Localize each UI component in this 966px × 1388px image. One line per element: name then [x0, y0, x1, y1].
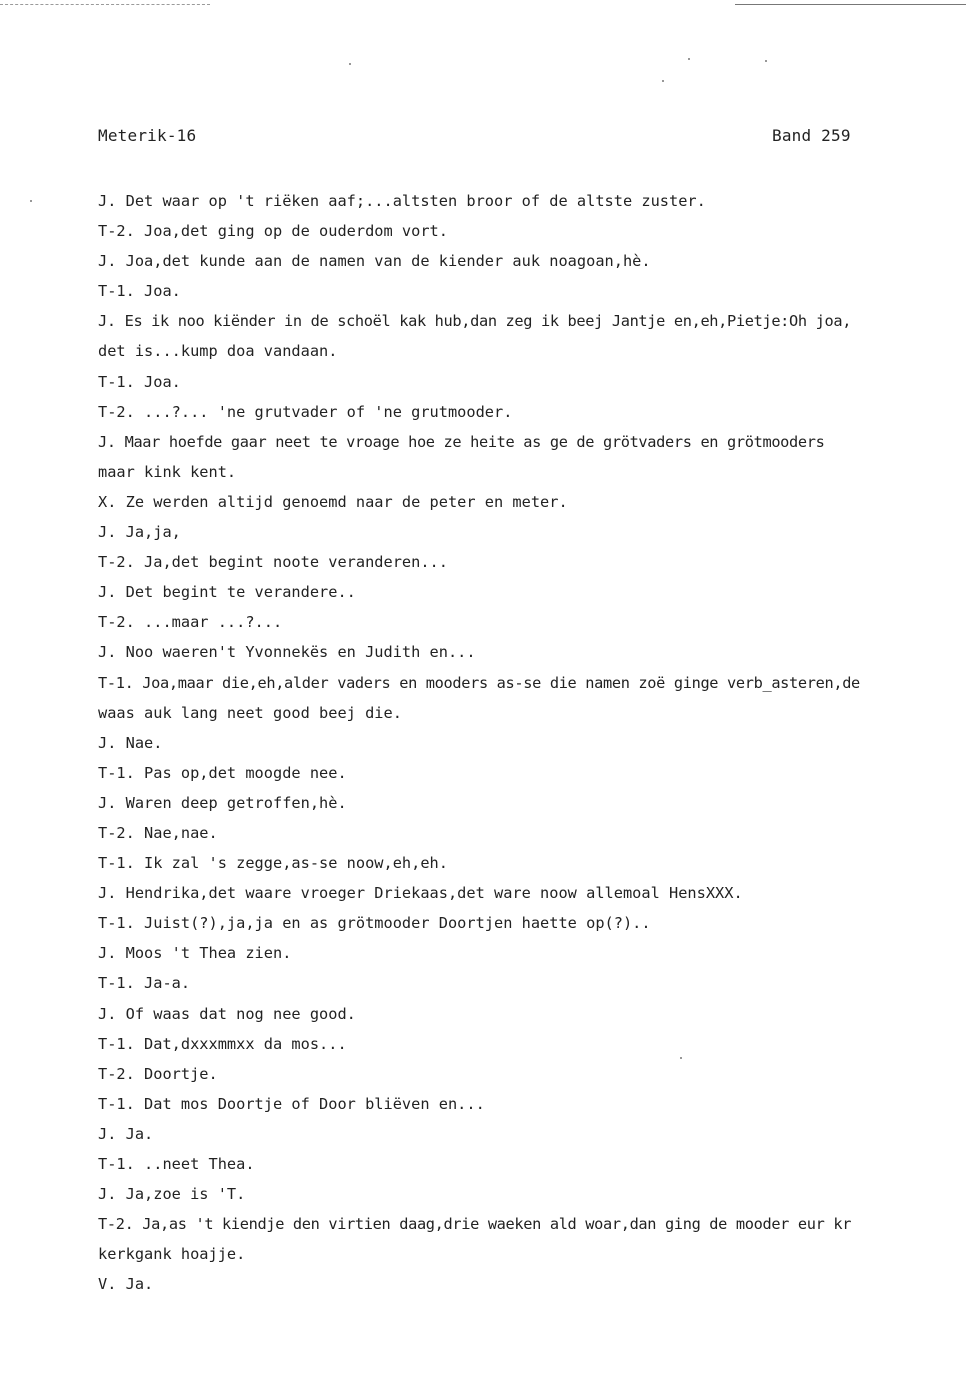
- transcript-line: J. Nae.: [98, 733, 163, 752]
- transcript-line: J. Of waas dat nog nee good.: [98, 1004, 356, 1023]
- transcript-line: J. Det begint te verandere..: [98, 583, 356, 602]
- transcript-line: T-1. Dat mos Doortje of Door bliëven en...: [98, 1094, 485, 1113]
- transcript-line: T-1. Juist(?),ja,ja en as grötmooder Doortjen haette op(?)..: [98, 914, 651, 933]
- transcript-line: J. Det waar op 't riëken aaf;...altsten broor of de altste zuster.: [98, 192, 706, 210]
- transcript-line: T-2. Ja,as 't kiendje den virtien daag,drie waeken ald woar,dan ging de mooder eur kr: [98, 1215, 852, 1234]
- transcript-line: J. Ja,ja,: [98, 523, 181, 542]
- transcript-line: det is...kump doa vandaan.: [98, 342, 338, 361]
- transcript-line: X. Ze werden altijd genoemd naar de peter en meter.: [98, 492, 568, 511]
- transcript-body: [98, 186, 964, 1299]
- transcript-line: T-1. Ja-a.: [98, 974, 191, 993]
- transcript-line: T-1. Joa.: [98, 372, 181, 391]
- transcript-line: T-2. Doortje.: [98, 1064, 218, 1083]
- transcript-line: T-2. Joa,det ging op de ouderdom vort.: [98, 222, 448, 241]
- transcript-line: T-2. ...?... 'ne grutvader of 'ne grutmooder.: [98, 402, 513, 421]
- transcript-line: T-1. Joa,maar die,eh,alder vaders en mooders as-se die namen zoë ginge verb_asteren,de: [98, 673, 860, 692]
- speck: [349, 63, 351, 65]
- transcript-line: J. Noo waeren't Yvonnekës en Judith en...: [98, 643, 476, 662]
- transcript-line: T-1. Dat,dxxxmmxx da mos...: [98, 1034, 347, 1053]
- top-left-rule: [0, 4, 210, 5]
- top-right-rule: [735, 4, 966, 5]
- transcript-line: T-1. Joa.: [98, 282, 181, 301]
- transcript-line: T-2. Ja,det begint noote veranderen...: [98, 553, 448, 572]
- transcript-line: J. Moos 't Thea zien.: [98, 944, 292, 963]
- document-title: Meterik-16: [98, 126, 197, 145]
- transcript-line: waas auk lang neet good beej die.: [98, 703, 402, 722]
- transcript-line: J. Joa,det kunde aan de namen van de kiender auk noagoan,hè.: [98, 252, 651, 271]
- transcript-line: T-1. ..neet Thea.: [98, 1155, 255, 1173]
- transcript-line: T-2. ...maar ...?...: [98, 613, 283, 632]
- speck: [662, 80, 664, 82]
- transcript-line: T-1. Ik zal 's zegge,as-se noow,eh,eh.: [98, 854, 448, 873]
- transcript-line: T-2. Nae,nae.: [98, 823, 218, 842]
- transcript-line: J. Waren deep getroffen,hè.: [98, 793, 347, 812]
- transcript-line: T-1. Pas op,det moogde nee.: [98, 763, 347, 782]
- transcript-line: J. Hendrika,det waare vroeger Driekaas,det ware noow allemoal HensXXX.: [98, 884, 743, 903]
- speck: [30, 200, 32, 202]
- transcript-line: J. Ja,zoe is 'T.: [98, 1185, 246, 1204]
- transcript-line: J. Ja.: [98, 1124, 154, 1143]
- transcript-line: maar kink kent.: [98, 462, 237, 481]
- band-number: Band 259: [772, 126, 851, 145]
- transcript-line: J. Maar hoefde gaar neet te vroage hoe ze heite as ge de grötvaders en grötmooders: [98, 432, 825, 451]
- speck: [688, 58, 690, 60]
- transcript-line: kerkgank hoajje.: [98, 1245, 246, 1264]
- transcript-line: V. Ja.: [98, 1275, 154, 1294]
- transcript-line: J. Es ik noo kiënder in de schoël kak hub,dan zeg ik beej Jantje en,eh,Pietje:Oh joa,: [98, 312, 852, 331]
- speck: [765, 60, 767, 62]
